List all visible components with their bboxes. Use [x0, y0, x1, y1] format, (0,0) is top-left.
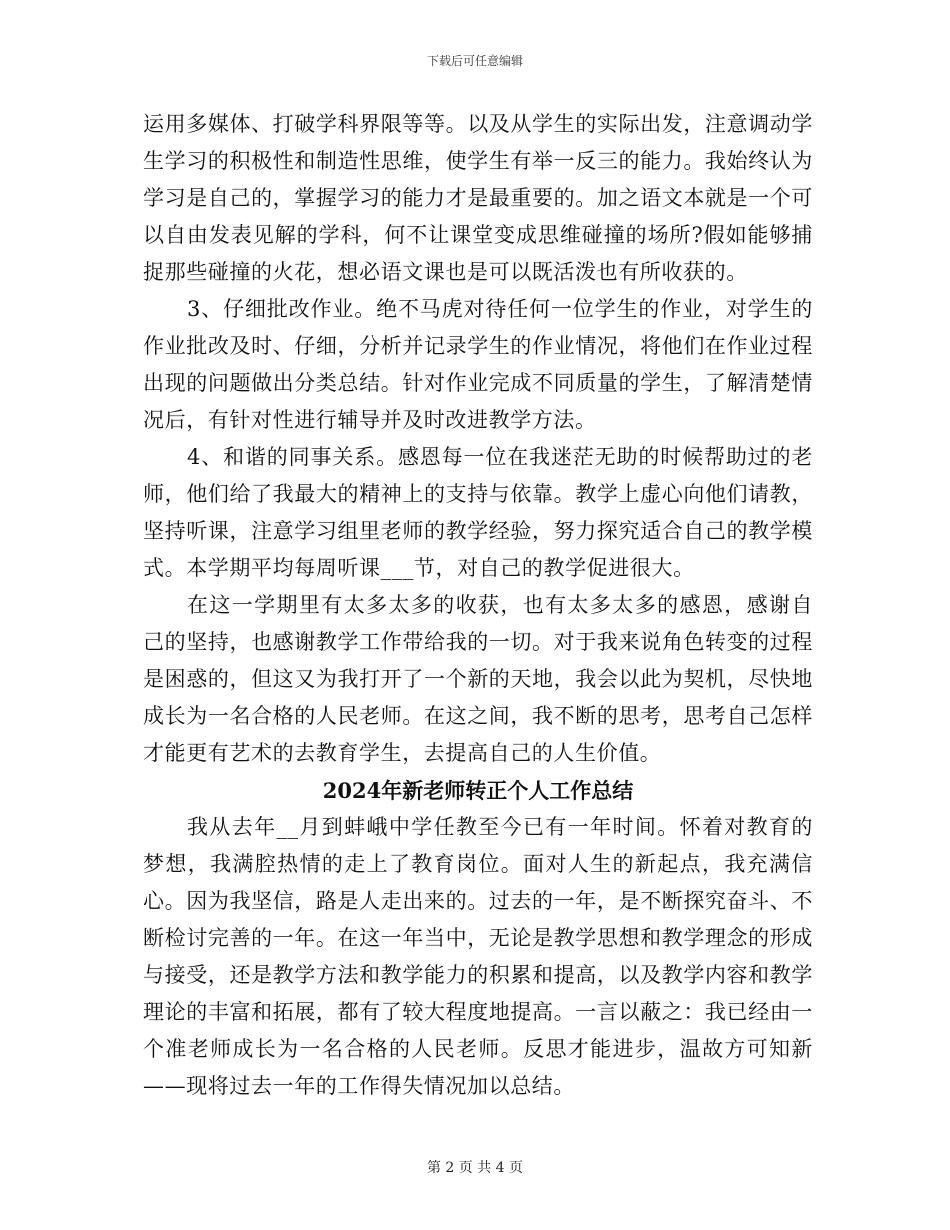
paragraph-colleague-relations: 4、和谐的同事关系。感恩每一位在我迷茫无助的时候帮助过的老师，他们给了我最大的精神上的支持与依靠。教学上虚心向他们请教，坚持听课，注意学习组里老师的教学经验，努力探究适合自己的教学模式。本学期平均每周听课___节，对自己的教学促进很大。 [143, 445, 813, 580]
paragraph-semester-reflection: 在这一学期里有太多太多的收获，也有太多太多的感恩，感谢自己的坚持，也感谢教学工作带给我的一切。对于我来说角色转变的过程是困惑的，但这又为我打开了一个新的天地，我会以此为契机，尽快地成长为一名合格的人民老师。在这之间，我不断的思考，思考自己怎样才能更有艺术的去教育学生，去提高自己的人生价值。 [143, 593, 813, 765]
page-number: 第 2 页 共 4 页 [426, 1160, 524, 1176]
page-header: 下载后可任意编辑 [426, 54, 523, 68]
paragraph-continued: 运用多媒体、打破学科界限等等。以及从学生的实际出发，注意调动学生学习的积极性和制造性思维，使学生有举一反三的能力。我始终认为学习是自己的，掌握学习的能力才是最重要的。加之语文本就是一个可以自由发表见解的学科，何不让课堂变成思维碰撞的场所?假如能够捕捉那些碰撞的火花，想必语文课也是可以既活泼也有所收获的。 [143, 112, 813, 284]
section-title: 2024年新老师转正个人工作总结 [322, 778, 634, 803]
paragraph-section-intro: 我从去年__月到蚌峨中学任教至今已有一年时间。怀着对教育的梦想，我满腔热情的走上了教育岗位。面对人生的新起点，我充满信心。因为我坚信，路是人走出来的。过去的一年，是不断探究奋斗、不断检讨完善的一年。在这一年当中，无论是教学思想和教学理念的形成与接受，还是教学方法和教学能力的积累和提高，以及教学内容和教学理论的丰富和拓展，都有了较大程度地提高。一言以蔽之：我已经由一个准老师成长为一名合格的人民老师。反思才能进步，温故方可知新——现将过去一年的工作得失情况加以总结。 [143, 815, 813, 1098]
document-body [143, 106, 813, 1105]
paragraph-grading-homework: 3、仔细批改作业。绝不马虎对待任何一位学生的作业，对学生的作业批改及时、仔细，分析并记录学生的作业情况，将他们在作业过程出现的问题做出分类总结。针对作业完成不同质量的学生，了解清楚情况后，有针对性进行辅导并及时改进教学方法。 [143, 297, 813, 432]
